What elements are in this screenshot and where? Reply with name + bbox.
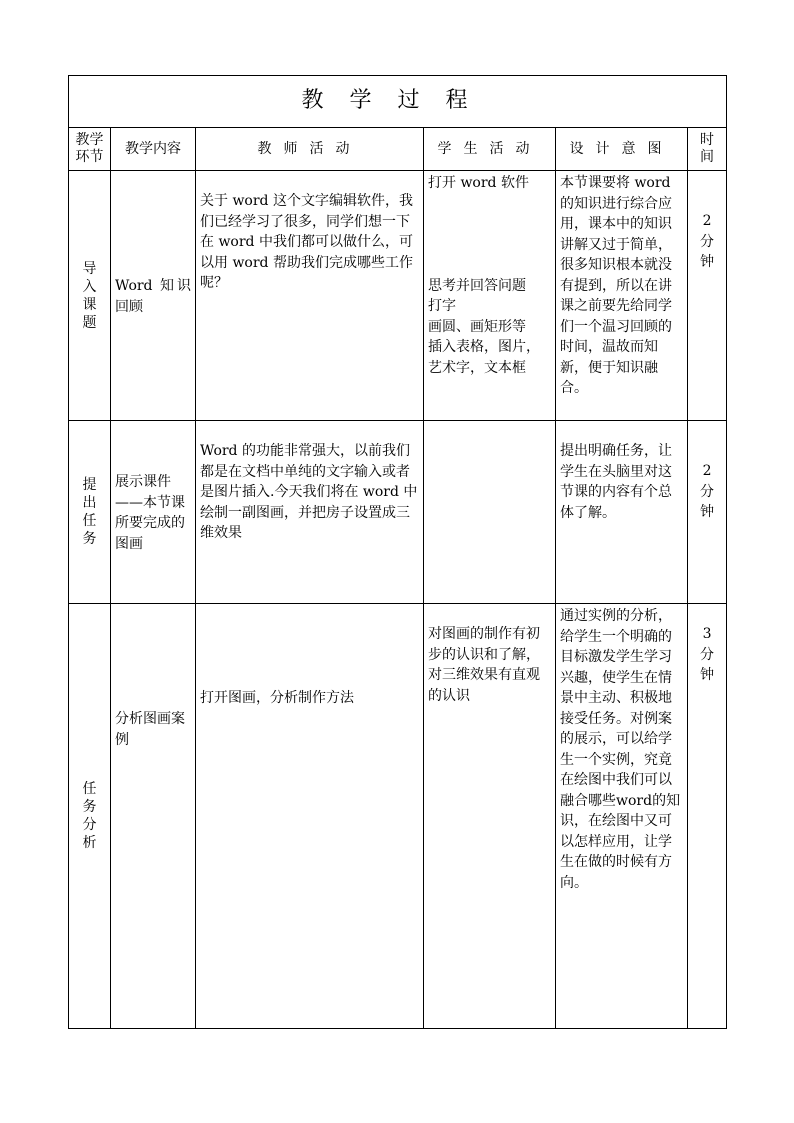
table-row	[69, 171, 727, 421]
table-row	[69, 604, 727, 1029]
teacher-cell: Word 的功能非常强大，以前我们都是在文档中单纯的文字输入或者是图片插入.今天我们将在 word 中绘制一副图画，并把房子设置成三维效果	[196, 421, 424, 604]
header-student: 学生活动	[424, 128, 556, 171]
header-content: 教学内容	[111, 128, 196, 171]
header-row	[69, 128, 727, 171]
table-title: 教学过程	[69, 76, 727, 128]
student-cell: 对图画的制作有初步的认识和了解，对三维效果有直观的认识	[424, 604, 556, 1029]
header-intent: 设计意图	[556, 128, 688, 171]
content-cell: Word 知识回顾	[111, 171, 196, 421]
time-cell: 2 分 钟	[688, 421, 727, 604]
intent-cell: 提出明确任务，让学生在头脑里对这节课的内容有个总体了解。	[556, 421, 688, 604]
intent-cell: 本节课要将 word 的知识进行综合应用，课本中的知识讲解又过于简单，很多知识根本就没有提到，所以在讲课之前要先给同学们一个温习回顾的时间，温故而知新，便于知识融合。	[556, 171, 688, 421]
student-cell	[424, 421, 556, 604]
stage-cell: 任 务 分 析	[69, 604, 111, 1029]
stage-cell: 提 出 任 务	[69, 421, 111, 604]
teacher-cell: 关于 word 这个文字编辑软件，我们已经学习了很多，同学们想一下在 word 中我们都可以做什么，可以用 word 帮助我们完成哪些工作呢？	[196, 171, 424, 421]
lesson-process-page	[68, 75, 726, 1029]
intent-cell: 通过实例的分析，给学生一个明确的目标激发学生学习兴趣，使学生在情景中主动、积极地接受任务。对例案的展示，可以给学生一个实例，究竟在绘图中我们可以融合哪些word的知识，在绘图中又可以怎样应用，让学生在做的时候有方向。	[556, 604, 688, 1029]
time-cell: 2 分 钟	[688, 171, 727, 421]
header-stage: 教学 环节	[69, 128, 111, 171]
teacher-cell: 打开图画，分析制作方法	[196, 604, 424, 1029]
table-row	[69, 421, 727, 604]
stage-cell: 导 入 课 题	[69, 171, 111, 421]
lesson-process-table	[68, 75, 727, 1029]
student-cell: 打开 word 软件 思考并回答问题 打字 画圆、画矩形等 插入表格，图片，艺术字，文本框	[424, 171, 556, 421]
header-time: 时 间	[688, 128, 727, 171]
time-cell: 3 分 钟	[688, 604, 727, 1029]
content-cell: 展示课件——本节课所要完成的图画	[111, 421, 196, 604]
header-teacher: 教师活动	[196, 128, 424, 171]
content-cell: 分析图画案例	[111, 604, 196, 1029]
